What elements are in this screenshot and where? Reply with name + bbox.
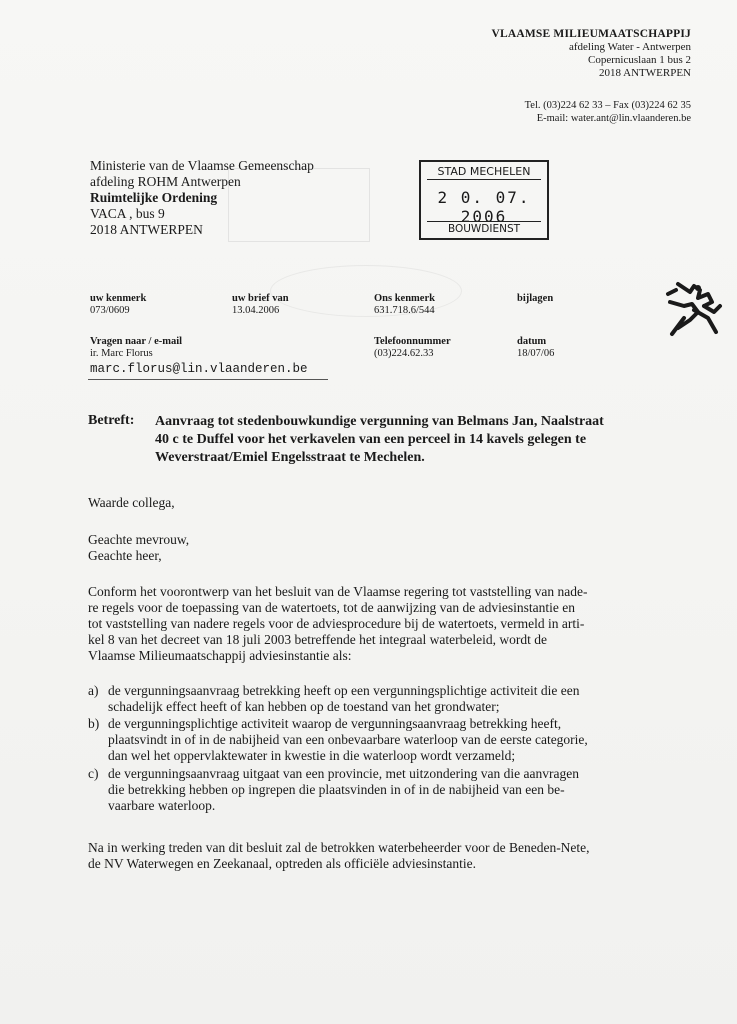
meta-label: Vragen naar / e-mail xyxy=(90,336,183,347)
meta-ons-kenmerk xyxy=(374,293,435,317)
meta-vragen xyxy=(90,336,182,360)
sender-city: 2018 ANTWERPEN xyxy=(599,67,691,79)
recipient-line5: 2018 ANTWERPEN xyxy=(90,222,203,237)
sender-contact xyxy=(525,99,691,125)
recipient-line4: VACA , bus 9 xyxy=(90,206,165,221)
flemish-lion-icon xyxy=(664,276,724,338)
meta-telefoon xyxy=(374,336,451,360)
stamp-bottom: BOUWDIENST xyxy=(427,221,541,236)
paragraph-line: Na in werking treden van dit besluit zal de betrokken waterbeheerder voor de Beneden-Nete, xyxy=(88,840,590,855)
recipient-line1: Ministerie van de Vlaamse Gemeenschap xyxy=(90,158,314,173)
meta-value: (03)224.62.33 xyxy=(374,348,434,359)
received-stamp xyxy=(419,160,549,240)
stamp-date: 2 0. 07. 2006 xyxy=(437,188,531,226)
list-marker: b) xyxy=(88,716,100,731)
subject-line: Weverstraat/Emiel Engelsstraat te Mechelen. xyxy=(155,450,425,465)
meta-bijlagen xyxy=(517,293,553,305)
subject-text xyxy=(155,413,655,467)
meta-value: 073/0609 xyxy=(90,305,130,316)
meta-label: uw brief van xyxy=(232,293,289,304)
meta-value: ir. Marc Florus xyxy=(90,348,153,359)
list-marker: a) xyxy=(88,683,99,698)
greeting-heer: Geachte heer, xyxy=(88,548,162,563)
meta-label: Telefoonnummer xyxy=(374,336,451,347)
list-line: de vergunningsaanvraag uitgaat van een provincie, met uitzondering van die aanvragen xyxy=(108,766,579,781)
meta-value: 13.04.2006 xyxy=(232,305,280,316)
sender-dept: afdeling Water - Antwerpen xyxy=(568,41,691,53)
recipient-line2: afdeling ROHM Antwerpen xyxy=(90,174,241,189)
list-line: dan wel het oppervlaktewater in kwestie in die waterloop wordt verzameld; xyxy=(108,748,516,763)
sender-tel: Tel. (03)224 62 33 – Fax (03)224 62 35 xyxy=(524,100,691,111)
sender-org: VLAAMSE MILIEUMAATSCHAPPIJ xyxy=(491,28,691,40)
paragraph-line: kel 8 van het decreet van 18 juli 2003 betreffende het integraal waterbeleid, wordt de xyxy=(88,632,547,647)
meta-label: datum xyxy=(517,336,547,347)
list-line: die betrekking hebben op ingrepen die plaatsvinden in of in de nabijheid van een be- xyxy=(108,782,565,797)
paragraph-line: de NV Waterwegen en Zeekanaal, optreden als officiële adviesinstantie. xyxy=(88,856,477,871)
meta-label: Ons kenmerk xyxy=(374,293,435,304)
list-line: de vergunningsaanvraag betrekking heeft op een vergunningsplichtige activiteit die een xyxy=(108,683,580,698)
subject-label: Betreft: xyxy=(88,413,135,428)
meta-datum xyxy=(517,336,554,360)
list-text xyxy=(108,766,648,814)
list-text xyxy=(108,683,648,715)
sender-email: E-mail: water.ant@lin.vlaanderen.be xyxy=(536,113,691,124)
contact-email-link[interactable]: marc.florus@lin.vlaanderen.be xyxy=(90,362,308,376)
list-line: de vergunningsplichtige activiteit waarop de vergunningsaanvraag betrekking heeft, xyxy=(108,716,562,731)
email-underline xyxy=(88,379,328,380)
stamp-top: STAD MECHELEN xyxy=(427,164,541,180)
paragraph-line: tot vaststelling van nadere regels voor de adviesprocedure bij de watertoets, vermeld in arti- xyxy=(88,616,585,631)
paragraph-line: Conform het voorontwerp van het besluit van de Vlaamse regering tot vaststelling van nade- xyxy=(88,584,588,599)
greeting-collega: Waarde collega, xyxy=(88,495,175,510)
sender-block xyxy=(491,28,691,80)
list-line: plaatsvindt in of in de nabijheid van een onbevaarbare waterloop van de eerste categorie, xyxy=(108,732,588,747)
meta-label: bijlagen xyxy=(517,293,554,304)
subject-line: Aanvraag tot stedenbouwkundige vergunning van Belmans Jan, Naalstraat xyxy=(155,414,604,429)
paragraph-line: Vlaamse Milieumaatschappij adviesinstantie als: xyxy=(88,648,352,663)
meta-uw-kenmerk xyxy=(90,293,146,317)
list-line: schadelijk effect heeft of kan hebben op de toestand van het grondwater; xyxy=(108,699,500,714)
sender-street: Copernicuslaan 1 bus 2 xyxy=(588,54,691,66)
meta-value: 631.718.6/544 xyxy=(374,305,435,316)
meta-uw-brief xyxy=(232,293,289,317)
recipient-line3: Ruimtelijke Ordening xyxy=(90,190,218,205)
list-text xyxy=(108,716,648,764)
list-marker: c) xyxy=(88,766,99,781)
list-line: vaarbare waterloop. xyxy=(108,798,216,813)
paragraph-2 xyxy=(88,840,648,872)
greeting-mevrouw: Geachte mevrouw, xyxy=(88,532,190,547)
meta-label: uw kenmerk xyxy=(90,293,147,304)
meta-value: 18/07/06 xyxy=(517,348,555,359)
paragraph-line: re regels voor de toepassing van de watertoets, tot de aanwijzing van de adviesinstantie en xyxy=(88,600,575,615)
recipient-block xyxy=(90,158,314,238)
subject-line: 40 c te Duffel voor het verkavelen van een perceel in 14 kavels gelegen te xyxy=(155,432,587,447)
paragraph-1 xyxy=(88,584,648,664)
